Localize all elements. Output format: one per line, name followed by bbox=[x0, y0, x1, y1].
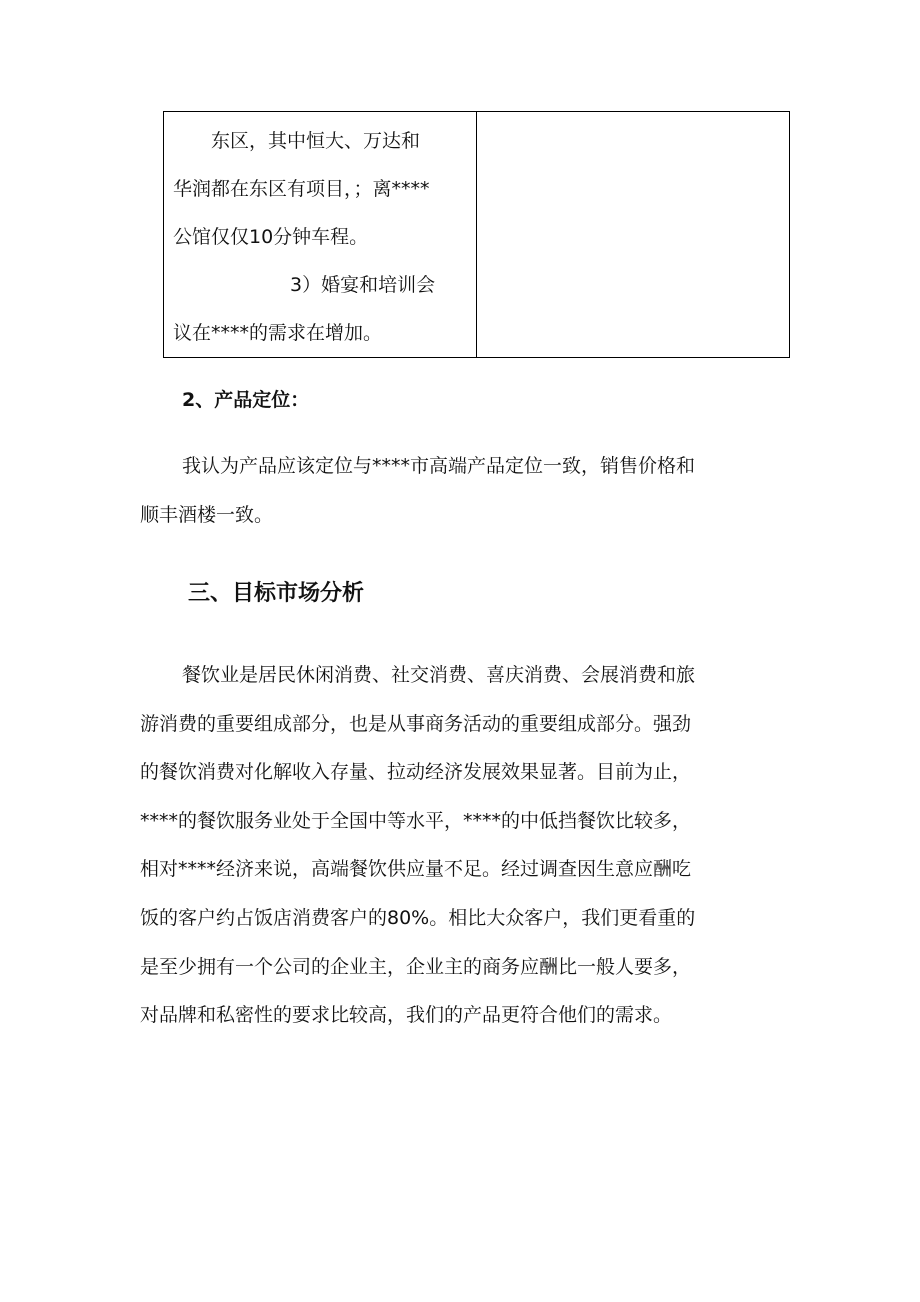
paragraph-line: 餐饮业是居民休闲消费、社交消费、喜庆消费、会展消费和旅 bbox=[182, 664, 696, 686]
table-cell-left bbox=[164, 112, 477, 358]
paragraph-line: 顺丰酒楼一致。 bbox=[140, 503, 274, 526]
table-cell-right-text bbox=[477, 112, 789, 117]
target-market-paragraph bbox=[140, 651, 780, 1040]
paragraph-line: 的餐饮消费对化解收入存量、拉动经济发展效果显著。目前为止， bbox=[140, 761, 692, 784]
table-row bbox=[164, 112, 790, 358]
paragraph-line: 我认为产品应该定位与****市高端产品定位一致，销售价格和 bbox=[182, 455, 696, 477]
paragraph-line: 饭的客户约占饭店消费客户的80%。相比大众客户，我们更看重的 bbox=[140, 906, 696, 929]
paragraph-line: 是至少拥有一个公司的企业主，企业主的商务应酬比一般人要多， bbox=[140, 955, 692, 978]
product-positioning-heading: 2、产品定位： bbox=[182, 389, 310, 411]
paragraph-line: ****的餐饮服务业处于全国中等水平，****的中低挡餐饮比较多， bbox=[140, 809, 692, 832]
paragraph-line: 对品牌和私密性的要求比较高，我们的产品更符合他们的需求。 bbox=[140, 1004, 673, 1027]
table-cell-line: 3）婚宴和培训会 bbox=[290, 274, 436, 296]
table-cell-right bbox=[477, 112, 790, 358]
table-cell-left-text bbox=[164, 112, 476, 357]
table-cell-line: 东区，其中恒大、万达和 bbox=[211, 130, 421, 152]
table-cell-line: 议在****的需求在增加。 bbox=[173, 322, 383, 344]
table-cell-line: 华润都在东区有项目，；离**** bbox=[173, 178, 430, 200]
target-market-heading: 三、目标市场分析 bbox=[188, 581, 365, 606]
paragraph-line: 相对****经济来说，高端餐饮供应量不足。经过调查因生意应酬吃 bbox=[140, 858, 692, 881]
table-cell-line: 公馆仅仅10分钟车程。 bbox=[173, 226, 369, 248]
continuation-table bbox=[163, 111, 790, 358]
product-positioning-paragraph bbox=[140, 442, 780, 539]
paragraph-line: 游消费的重要组成部分，也是从事商务活动的重要组成部分。强劲 bbox=[140, 712, 692, 735]
